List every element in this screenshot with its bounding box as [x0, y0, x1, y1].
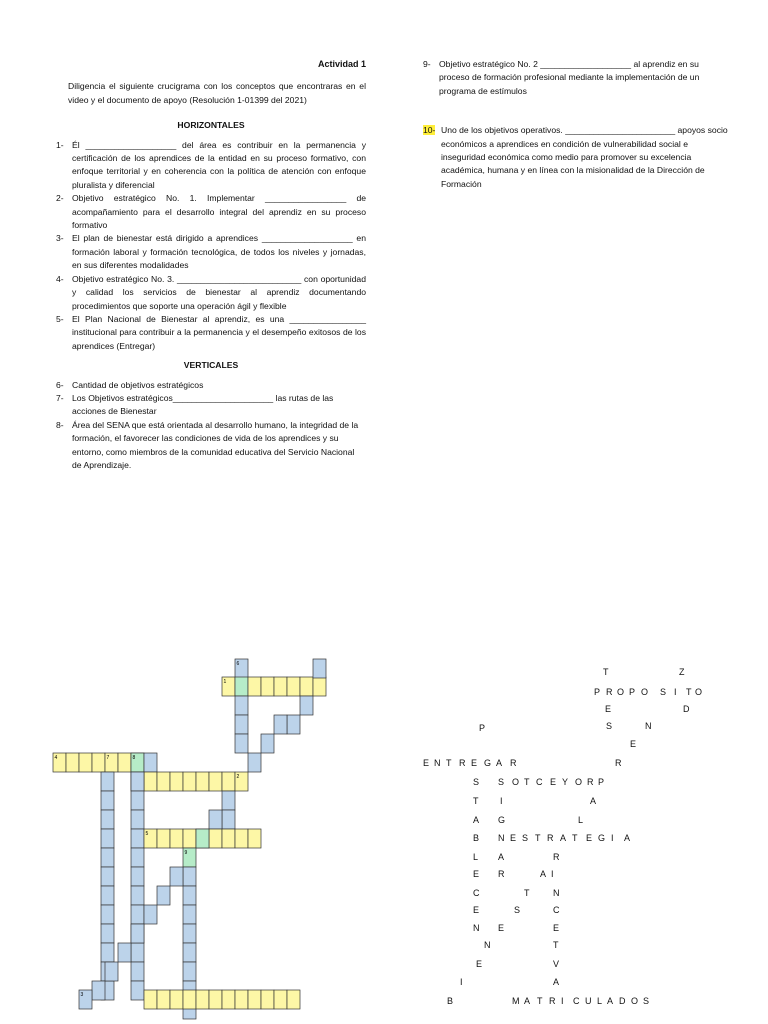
cell-number: 8 — [132, 755, 136, 761]
clue-number: 6- — [56, 379, 64, 390]
solution-letter: E — [630, 739, 637, 749]
crossword-cell[interactable] — [101, 924, 114, 943]
solution-letter: N — [498, 833, 505, 843]
solution-letter: E — [476, 959, 483, 969]
solution-letter: P — [629, 687, 636, 697]
solution-letter: E — [471, 758, 478, 768]
solution-letter: E — [423, 758, 430, 768]
solution-letter: R — [615, 758, 622, 768]
crossword-cell[interactable] — [131, 867, 144, 886]
crossword-cell[interactable] — [131, 810, 144, 829]
solution-letter: E — [605, 704, 612, 714]
verticales-heading: VERTICALES — [183, 360, 239, 371]
solution-letter: T — [446, 758, 452, 768]
solution-letter: N — [473, 923, 480, 933]
activity-title: Actividad 1 — [317, 59, 366, 69]
solution-letter: A — [553, 977, 560, 987]
clue-text: Él ___________________ del área es contribuir en la permanencia y certificación de los aprendices de la entidad en su proceso formativo, con enfoque territorial y en coherencia con la política de atención con enfoque pluralista y diferencial — [72, 139, 366, 190]
crossword-cell[interactable] — [183, 886, 196, 905]
crossword-cell[interactable] — [183, 867, 196, 886]
solution-letter: O — [575, 777, 583, 787]
solution-letter: N — [645, 721, 652, 731]
crossword-cell[interactable] — [118, 943, 131, 962]
clue-text: Uno de los objetivos operativos. _______________________ apoyos socio económicos a aprendices en condición de vulnerabilidad social e inseguridad económica como medio para promover su excelencia académica, humana y en línea con la misionalidad de la Dirección de Formación — [441, 125, 728, 189]
solution-letter: A — [473, 815, 480, 825]
solution-letter: T — [572, 833, 578, 843]
crossword-cell[interactable] — [131, 829, 144, 848]
cell-number: 2 — [236, 774, 240, 780]
solution-letter: C — [573, 996, 580, 1006]
crossword-cell[interactable] — [209, 772, 222, 791]
solution-letter: E — [510, 833, 517, 843]
solution-letter: R — [547, 833, 554, 843]
crossword-cell[interactable] — [235, 734, 248, 753]
solution-letter: G — [484, 758, 492, 768]
crossword-cell[interactable] — [92, 753, 105, 772]
clue-number: 1- — [56, 139, 64, 150]
crossword-cell[interactable] — [131, 943, 144, 962]
cell-number: 5 — [145, 831, 149, 837]
crossword-cell[interactable] — [235, 696, 248, 715]
solution-letter: E — [473, 905, 480, 915]
solution-letter: A — [560, 833, 567, 843]
cell-number: 9 — [184, 850, 188, 856]
crossword-cell[interactable] — [131, 924, 144, 943]
solution-letter: S — [606, 721, 613, 731]
crossword-cell[interactable] — [222, 772, 235, 791]
crossword-cell[interactable] — [170, 867, 183, 886]
solution-letter: R — [587, 777, 594, 787]
crossword-cell[interactable] — [131, 962, 144, 981]
crossword-cell[interactable] — [101, 772, 114, 791]
instructions: Diligencia el siguiente crucigrama con los conceptos que encontraras en el video y el documento de apoyo (Resolución 1-01399 del 2021) — [68, 81, 366, 105]
crossword-cell[interactable] — [101, 886, 114, 905]
solution-letter: A — [624, 833, 631, 843]
solution-letter: G — [498, 815, 506, 825]
crossword-cell[interactable] — [248, 829, 261, 848]
crossword-cell[interactable] — [170, 772, 183, 791]
crossword-cell[interactable] — [144, 772, 157, 791]
crossword-cell[interactable] — [287, 677, 300, 696]
solution-letter: I — [460, 977, 463, 987]
crossword-cell[interactable] — [313, 677, 326, 696]
cell-number: 3 — [80, 992, 84, 998]
solution-letter: O — [641, 687, 649, 697]
solution-letter: M — [512, 996, 520, 1006]
crossword-cell[interactable] — [183, 905, 196, 924]
crossword-cell[interactable] — [131, 772, 144, 791]
solution-letter: C — [553, 905, 560, 915]
crossword-cell[interactable] — [196, 772, 209, 791]
solution-letter: E — [550, 777, 557, 787]
solution-letter: E — [586, 833, 593, 843]
crossword-cell[interactable] — [235, 990, 248, 1009]
crossword-cell[interactable] — [66, 753, 79, 772]
crossword-cell[interactable] — [79, 753, 92, 772]
solution-letter: E — [473, 869, 480, 879]
crossword-cell[interactable] — [183, 829, 196, 848]
crossword-cell[interactable] — [101, 810, 114, 829]
crossword-cell[interactable] — [144, 990, 157, 1009]
crossword-cell[interactable] — [105, 962, 118, 981]
solution-letter: D — [683, 704, 690, 714]
crossword-cell[interactable] — [209, 990, 222, 1009]
clue-number: 9- — [423, 59, 431, 69]
clue-text: Cantidad de objetivos estratégicos — [72, 379, 204, 390]
solution-letter: C — [536, 777, 543, 787]
solution-letter: S — [522, 833, 529, 843]
crossword-cell[interactable] — [235, 677, 248, 696]
crossword-cell[interactable] — [101, 791, 114, 810]
solution-letter: I — [674, 687, 677, 697]
crossword-solution — [420, 655, 720, 1015]
solution-letter: S — [660, 687, 667, 697]
crossword-cell[interactable] — [222, 810, 235, 829]
solution-letter: T — [524, 777, 530, 787]
crossword-cell[interactable] — [157, 772, 170, 791]
crossword-cell[interactable] — [274, 715, 287, 734]
crossword-cell[interactable] — [170, 829, 183, 848]
crossword-cell[interactable] — [131, 886, 144, 905]
crossword-cell[interactable] — [118, 753, 131, 772]
solution-letter: I — [611, 833, 614, 843]
solution-letter: Y — [562, 777, 569, 787]
solution-letter: T — [535, 833, 541, 843]
crossword-cell[interactable] — [101, 943, 114, 962]
solution-letter: L — [473, 852, 479, 862]
solution-letter: L — [578, 815, 584, 825]
solution-letter: A — [524, 996, 531, 1006]
crossword-cell[interactable] — [101, 829, 114, 848]
crossword-cell[interactable] — [274, 990, 287, 1009]
solution-letter: I — [551, 869, 554, 879]
crossword-cell[interactable] — [261, 734, 274, 753]
crossword-cell[interactable] — [183, 962, 196, 981]
crossword-cell[interactable] — [196, 829, 209, 848]
clue-number: 5- — [56, 313, 64, 324]
crossword-cell[interactable] — [131, 981, 144, 1000]
solution-letter: R — [510, 758, 517, 768]
cell-number: 7 — [106, 755, 110, 761]
crossword-cell[interactable] — [222, 829, 235, 848]
clue-text: Objetivo estratégico No. 1. Implementar _________________ de acompañamiento para el desarrollo integral del aprendiz en su proceso formativo — [72, 193, 366, 231]
solution-letter: A — [590, 796, 597, 806]
cell-number: 4 — [54, 755, 58, 761]
solution-letter: R — [498, 869, 505, 879]
crossword-cell[interactable] — [248, 677, 261, 696]
solution-letter: T — [473, 796, 479, 806]
solution-letter: O — [617, 687, 625, 697]
crossword-cell[interactable] — [157, 990, 170, 1009]
crossword-cell[interactable] — [131, 848, 144, 867]
crossword-cell[interactable] — [101, 905, 114, 924]
cell-number: 6 — [236, 661, 240, 667]
solution-letter: Z — [679, 667, 685, 677]
solution-letter: D — [619, 996, 626, 1006]
solution-letter: V — [553, 959, 560, 969]
horizontales-heading: HORIZONTALES — [177, 120, 245, 131]
solution-letter: I — [561, 996, 564, 1006]
solution-letter: T — [553, 940, 559, 950]
solution-letter: A — [607, 996, 614, 1006]
crossword-cell[interactable] — [248, 753, 261, 772]
solution-letter: L — [597, 996, 603, 1006]
clue-number: 8- — [56, 419, 64, 430]
solution-letter: S — [643, 996, 650, 1006]
solution-letter: A — [540, 869, 547, 879]
solution-letter: G — [598, 833, 606, 843]
crossword-cell[interactable] — [196, 990, 209, 1009]
crossword-cell[interactable] — [235, 715, 248, 734]
crossword-cell[interactable] — [261, 677, 274, 696]
solution-letter: C — [473, 888, 480, 898]
solution-letter: O — [631, 996, 639, 1006]
crossword-cell[interactable] — [131, 791, 144, 810]
crossword-cell[interactable] — [157, 829, 170, 848]
solution-letter: B — [447, 996, 454, 1006]
crossword-cell[interactable] — [144, 753, 157, 772]
crossword-cell[interactable] — [287, 990, 300, 1009]
solution-letter: R — [606, 687, 613, 697]
clue-text: El plan de bienestar está dirigido a aprendices ___________________ en formación laboral y formación tecnológica, de todos los niveles y jornadas, en sus diferentes modalidades — [72, 233, 366, 271]
crossword-cell[interactable] — [183, 943, 196, 962]
crossword-cell[interactable] — [274, 677, 287, 696]
crossword-cell[interactable] — [222, 791, 235, 810]
clue-number: 4- — [56, 273, 64, 284]
solution-letter: A — [498, 852, 505, 862]
crossword-cell[interactable] — [235, 829, 248, 848]
crossword-cell[interactable] — [170, 990, 183, 1009]
crossword-cell[interactable] — [144, 905, 157, 924]
solution-letter: R — [459, 758, 466, 768]
solution-letter: S — [514, 905, 521, 915]
clue-text: Área del SENA que está orientada al desarrollo humano, la integridad de la formación, el favorecer las condiciones de vida de los aprendices y su entorno, como miembros de la comunidad educativa del Servicio Nacional de Aprendizaje. — [72, 419, 359, 470]
solution-letter: E — [553, 923, 560, 933]
clue-text: El Plan Nacional de Bienestar al aprendiz, es una ________________ institucional para contribuir a la permanencia y el desempeño exitosos de los aprendices (Entregar) — [72, 313, 366, 351]
solution-letter: T — [537, 996, 543, 1006]
solution-letter: T — [524, 888, 530, 898]
solution-letter: O — [695, 687, 703, 697]
solution-letter: U — [585, 996, 592, 1006]
solution-letter: O — [512, 777, 520, 787]
solution-letter: N — [553, 888, 560, 898]
clue-number: 7- — [56, 392, 64, 403]
solution-letter: A — [496, 758, 503, 768]
cell-number: 1 — [223, 679, 227, 685]
clue-number-highlighted: 10- — [423, 125, 436, 136]
solution-letter: I — [500, 796, 503, 806]
clue-text: Objetivo estratégico No. 2 ___________________ al aprendiz en su proceso de formación profesional mediante la implementación de un programa de estímulos — [439, 59, 700, 96]
solution-letter: P — [594, 687, 601, 697]
crossword-cell[interactable] — [222, 990, 235, 1009]
crossword-cell[interactable] — [313, 659, 326, 678]
crossword-cell[interactable] — [92, 981, 105, 1000]
crossword-cell[interactable] — [248, 990, 261, 1009]
crossword-cell[interactable] — [101, 867, 114, 886]
solution-letter: S — [473, 777, 480, 787]
solution-letter: R — [553, 852, 560, 862]
crossword-cell[interactable] — [261, 990, 274, 1009]
crossword-cell[interactable] — [287, 715, 300, 734]
crossword-cell[interactable] — [183, 772, 196, 791]
crossword-cell[interactable] — [101, 848, 114, 867]
solution-letter: R — [549, 996, 556, 1006]
crossword-cell[interactable] — [157, 886, 170, 905]
solution-letter: S — [498, 777, 505, 787]
crossword-cell[interactable] — [183, 924, 196, 943]
solution-letter: N — [434, 758, 441, 768]
solution-letter: E — [498, 923, 505, 933]
crossword-cell[interactable] — [300, 677, 313, 696]
crossword-cell[interactable] — [183, 990, 196, 1009]
crossword-cell[interactable] — [209, 829, 222, 848]
crossword-cell[interactable] — [300, 696, 313, 715]
solution-letter: B — [473, 833, 480, 843]
clue-text: Los Objetivos estratégicos_____________________ las rutas de las acciones de Bienestar — [72, 392, 334, 417]
solution-letter: T — [603, 667, 609, 677]
crossword-cell[interactable] — [131, 905, 144, 924]
clue-number: 2- — [56, 193, 64, 204]
solution-letter: P — [598, 777, 605, 787]
solution-letter: T — [686, 687, 692, 697]
clue-text: Objetivo estratégico No. 3. __________________________ con oportunidad y calidad los servicios de bienestar al aprendiz documentando procedimientos que soporte una operación ágil y flexible — [72, 273, 366, 311]
solution-letter: P — [479, 723, 486, 733]
solution-letter: N — [484, 940, 491, 950]
crossword-cell[interactable] — [209, 810, 222, 829]
clue-number: 3- — [56, 233, 64, 244]
